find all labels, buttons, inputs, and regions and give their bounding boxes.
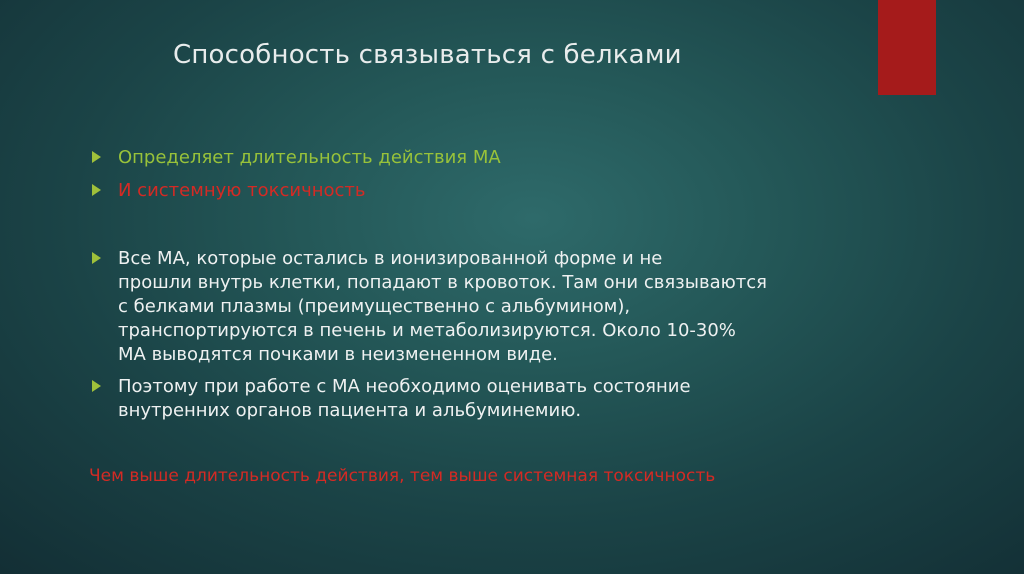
bullet-item-assessment bbox=[92, 375, 691, 423]
slide-title: Способность связываться с белками bbox=[173, 40, 682, 70]
bullet-line: транспортируются в печень и метаболизируются. Около 10-30% bbox=[118, 320, 736, 341]
bullet-text bbox=[118, 247, 767, 367]
bullet-item-toxicity bbox=[92, 179, 365, 203]
bullet-line: Все МА, которые остались в ионизированной форме и не bbox=[118, 248, 663, 269]
bullet-line: И системную токсичность bbox=[118, 180, 366, 201]
bullet-text bbox=[118, 146, 501, 170]
bullet-line: прошли внутрь клетки, попадают в кровоток. Там они связываются bbox=[118, 272, 767, 293]
red-accent-tab bbox=[878, 0, 936, 95]
bullet-text bbox=[118, 179, 365, 203]
bullet-line: с белками плазмы (преимущественно с альбумином), bbox=[118, 296, 631, 317]
bullet-line: Определяет длительность действия МА bbox=[118, 147, 501, 168]
footer-note: Чем выше длительность действия, тем выше системная токсичность bbox=[89, 466, 716, 486]
bullet-line: МА выводятся почками в неизмененном виде. bbox=[118, 344, 558, 365]
triangle-right-icon bbox=[92, 252, 101, 264]
bullet-line: внутренних органов пациента и альбуминемию. bbox=[118, 400, 582, 421]
triangle-right-icon bbox=[92, 380, 101, 392]
triangle-right-icon bbox=[92, 184, 101, 196]
triangle-right-icon bbox=[92, 151, 101, 163]
bullet-item-duration bbox=[92, 146, 501, 170]
bullet-line: Поэтому при работе с МА необходимо оценивать состояние bbox=[118, 376, 691, 397]
bullet-item-mechanism bbox=[92, 247, 767, 367]
bullet-text bbox=[118, 375, 691, 423]
